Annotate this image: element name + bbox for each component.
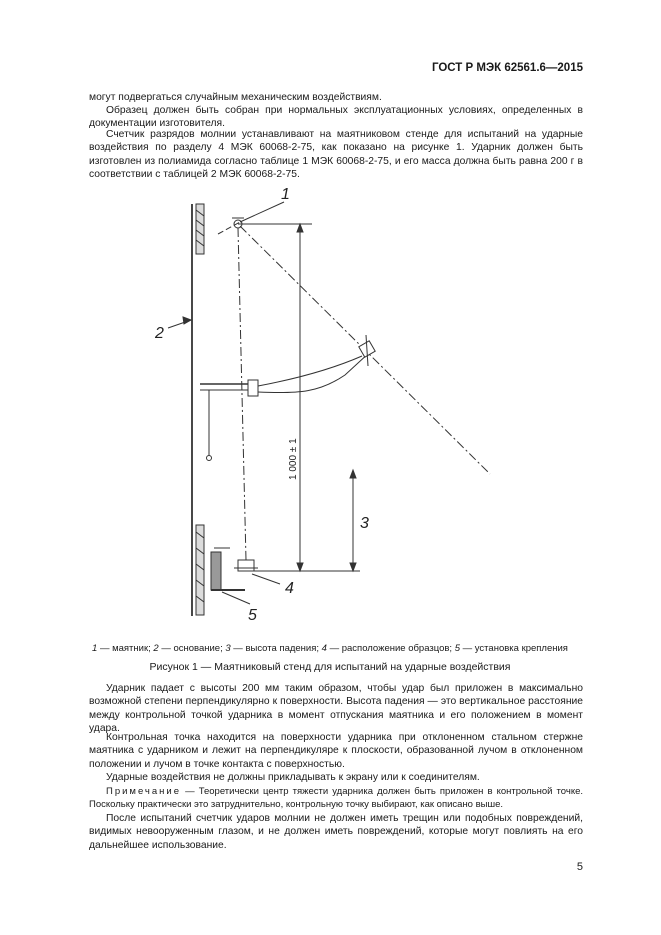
legend-number-1: 1 xyxy=(92,643,98,654)
callout-3: 3 xyxy=(360,515,369,532)
page-number: 5 xyxy=(576,861,583,873)
sample-holder xyxy=(211,552,221,590)
document-header: ГОСТ Р МЭК 62561.6—2015 xyxy=(431,62,583,74)
paragraph-3: Счетчик разрядов молнии устанавливают на маятниковом стенде для испытаний на ударные воздействия по разделу 4 МЭК 60068-2-75, как показано на рисунке 1. Ударник должен быть изготовлен из полиамида согласно таблице 1 МЭК 60068-2-75, и его масса должна быть равна 200 г в соответствии с таблицей 2 МЭК 60068-2-75. xyxy=(89,129,583,180)
dimension-label: 1 000 ± 1 xyxy=(288,438,299,480)
callout-5: 5 xyxy=(248,607,257,624)
legend-number-5: 5 xyxy=(454,643,460,654)
paragraph-4: Ударник падает с высоты 200 мм таким образом, чтобы удар был приложен в максимально возможной степени перпендикулярно к поверхности. Высота падения — это вертикальное расстояние между контрольной точкой ударника в момент отпускания маятника и его положением в момент удара. xyxy=(89,683,583,734)
legend-number-4: 4 xyxy=(321,643,327,654)
figure-caption: Рисунок 1 — Маятниковый стенд для испытаний на ударные воздействия xyxy=(149,661,511,673)
legend-number-2: 2 xyxy=(153,643,159,654)
pendulum-stand-figure xyxy=(0,180,661,630)
paragraph-6: Ударные воздействия не должны прикладывать к экрану или к соединителям. xyxy=(106,772,480,783)
paragraph-2: Образец должен быть собран при нормальных эксплуатационных условиях, определенных в документации изготовителя. xyxy=(89,105,583,130)
figure-legend xyxy=(30,643,630,654)
legend-text-3: — высота падения; xyxy=(230,643,322,654)
legend-text-1: — маятник; xyxy=(97,643,154,654)
note-label: Примечание xyxy=(106,786,181,797)
callout-4-leader xyxy=(252,574,280,584)
legend-text-4: — расположение образцов; xyxy=(326,643,455,654)
note xyxy=(89,786,583,811)
callout-4: 4 xyxy=(285,580,294,597)
pendulum-rod-hanging xyxy=(238,228,246,560)
paragraph-1: могут подвергаться случайным механическим воздействиям. xyxy=(89,92,382,103)
callout-1: 1 xyxy=(281,186,290,203)
note-text: — Теоретически центр тяжести ударника должен быть приложен в контрольной точке. Поскольку практически это затруднительно, контрольную точку выбирают, как описано выше. xyxy=(89,786,583,810)
paragraph-5: Контрольная точка находится на поверхности ударника при отклоненном стальном стержне маятника с ударником и лежит на перпендикуляре к плоскости, образованной лучом в отклоненном положении и лучом в точке контакта с поверхностью. xyxy=(89,732,583,770)
callout-2: 2 xyxy=(155,325,164,342)
legend-text-5: — установка крепления xyxy=(460,643,568,654)
legend-number-3: 3 xyxy=(225,643,231,654)
paragraph-7: После испытаний счетчик ударов молнии не должен иметь трещин или подобных повреждений, видимых невооруженным глазом, и не должен иметь повреждений, которые могут повлиять на его дальнейшее использование. xyxy=(89,813,583,851)
release-curve xyxy=(258,352,370,393)
callout-1-leader xyxy=(240,202,284,222)
callout-5-leader xyxy=(222,592,250,604)
legend-text-2: — основание; xyxy=(158,643,226,654)
striker xyxy=(238,560,254,571)
